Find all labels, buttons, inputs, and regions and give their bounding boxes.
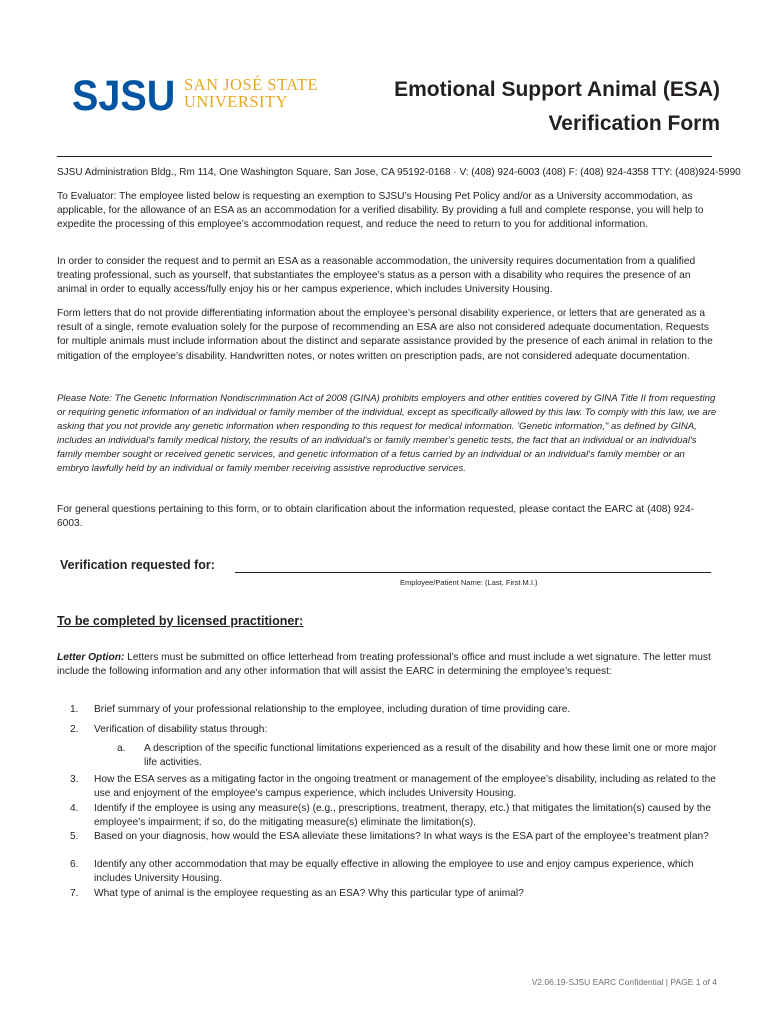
employee-name-field[interactable]: [235, 572, 711, 573]
logo-line-2: UNIVERSITY: [184, 92, 288, 111]
title-line-2: Verification Form: [548, 112, 720, 135]
practitioner-heading: To be completed by licensed practitioner:: [57, 614, 304, 628]
logo-wordmark: [184, 74, 318, 110]
logo-line-1: SAN JOSÉ STATE: [184, 75, 319, 94]
sub-list-item-text: A description of the specific functional limitations experienced as a result of the disability and how these limit one or more major life activities.: [144, 743, 717, 769]
paragraph-form-letters: Form letters that do not provide differentiating information about the employee’s personal disability experience, or letters that are generated as a result of a single, remote evaluation solely for the purpose of recommending an ESA are also not considered adequate documentation. Requests for multiple animals must include information about the distinct and separate assistance provided by the presence of each animal in relation to the mitigation of the employee’s disability. Handwritten notes, or notes written on prescription pads, are not considered adequate documentation.: [57, 308, 713, 362]
list-item-text: Brief summary of your professional relationship to the employee, including duration of time providing care.: [94, 704, 571, 715]
sub-list-item: [117, 742, 717, 770]
paragraph-documentation: In order to consider the request and to permit an ESA as a reasonable accommodation, the university requires documentation from a qualified treating professional, such as yourself, that substantiates the employee’s status as a person with a disability who requires the presence of an animal in order to equally access/fully enjoy his or her campus experience, which includes University Housing.: [57, 256, 696, 296]
logo-mark: SJSU: [72, 72, 176, 120]
list-item-number: 3.: [70, 774, 79, 785]
list-item-text: Identify if the employee is using any measure(s) (e.g., prescriptions, treatment, therapy, etc.) that mitigates the limitation(s) caused by the employee’s impairment; if so, do the mitigating measure(s) eliminate the limitation(s).: [94, 803, 711, 829]
letter-option-paragraph: [57, 651, 717, 679]
page-footer: V2.06.19-SJSU EARC Confidential | PAGE 1 of 4: [531, 977, 717, 987]
list-item: [57, 802, 722, 830]
list-item-text: What type of animal is the employee requesting as an ESA? Why this particular type of animal?: [94, 888, 524, 899]
sjsu-logo: [72, 74, 318, 122]
sub-list-item-letter: a.: [117, 743, 126, 754]
list-item-text: Based on your diagnosis, how would the ESA alleviate these limitations? In what ways is the ESA part of the employee’s treatment plan?: [94, 831, 709, 842]
list-item: [57, 703, 722, 717]
list-item: [57, 858, 722, 886]
header-divider: [57, 156, 712, 157]
verification-label: Verification requested for:: [60, 558, 215, 572]
list-item: [57, 830, 722, 844]
list-item-text: Verification of disability status through:: [94, 724, 268, 735]
list-item-text: How the ESA serves as a mitigating factor in the ongoing treatment or management of the employee’s disability, including as related to the use and enjoyment of the employee’s campus experience, which includes University Housing.: [94, 774, 716, 800]
list-item-number: 4.: [70, 803, 79, 814]
employee-name-caption: Employee/Patient Name: (Last, First M.I.): [400, 578, 538, 587]
letter-option-lead: Letter Option:: [57, 652, 125, 663]
list-item: [57, 773, 722, 801]
list-item-number: 6.: [70, 859, 79, 870]
letter-option-text: Letters must be submitted on office letterhead from treating professional’s office and must include a wet signature. The letter must include the following information and any other information that will assist the EARC in determining the employee’s request:: [57, 652, 711, 678]
paragraph-evaluator: To Evaluator: The employee listed below is requesting an exemption to SJSU’s Housing Pet Policy and/or as a University accommodation, as applicable, for the allowance of an ESA as an accommodation for a verified disability. By providing a full and complete response, you will help to expedite the processing of this employee’s accommodation request, and reduce the need to return to you for additional information.: [57, 191, 704, 231]
list-item-number: 5.: [70, 831, 79, 842]
paragraph-contact: For general questions pertaining to this form, or to obtain clarification about the information requested, please contact the EARC at (408) 924-6003.: [57, 504, 695, 530]
list-item-number: 7.: [70, 888, 79, 899]
list-item-number: 1.: [70, 704, 79, 715]
list-item-text: Identify any other accommodation that may be equally effective in allowing the employee to use and enjoy campus experience, which includes University Housing.: [94, 859, 694, 885]
list-item: [57, 723, 722, 737]
list-item-number: 2.: [70, 724, 79, 735]
gina-note: Please Note: The Genetic Information Nondiscrimination Act of 2008 (GINA) prohibits employers and other entities covered by GINA Title II from requesting or requiring genetic information of an individual or family member of the individual, except as specifically allowed by this law. To comply with this law, we are asking that you not provide any genetic information when responding to this request for medical information. 'Genetic information," as defined by GINA, includes an individual's family medical history, the results of an individual's or family member's genetic tests, the fact that an individual or an individual's family member sought or received genetic services, and genetic information of a fetus carried by an individual or an individual's family member or an embryo lawfully held by an individual or family member receiving assistive reproductive services.: [57, 393, 717, 474]
list-item: [57, 887, 722, 901]
title-line-1: Emotional Support Animal (ESA): [394, 78, 720, 101]
address-line: SJSU Administration Bldg., Rm 114, One Washington Square, San Jose, CA 95192-0168 · V: (408) 924-6003 (408) F: (408) 924-4358 TTY: (408)924-5990: [57, 167, 741, 178]
page-title: [394, 75, 720, 139]
